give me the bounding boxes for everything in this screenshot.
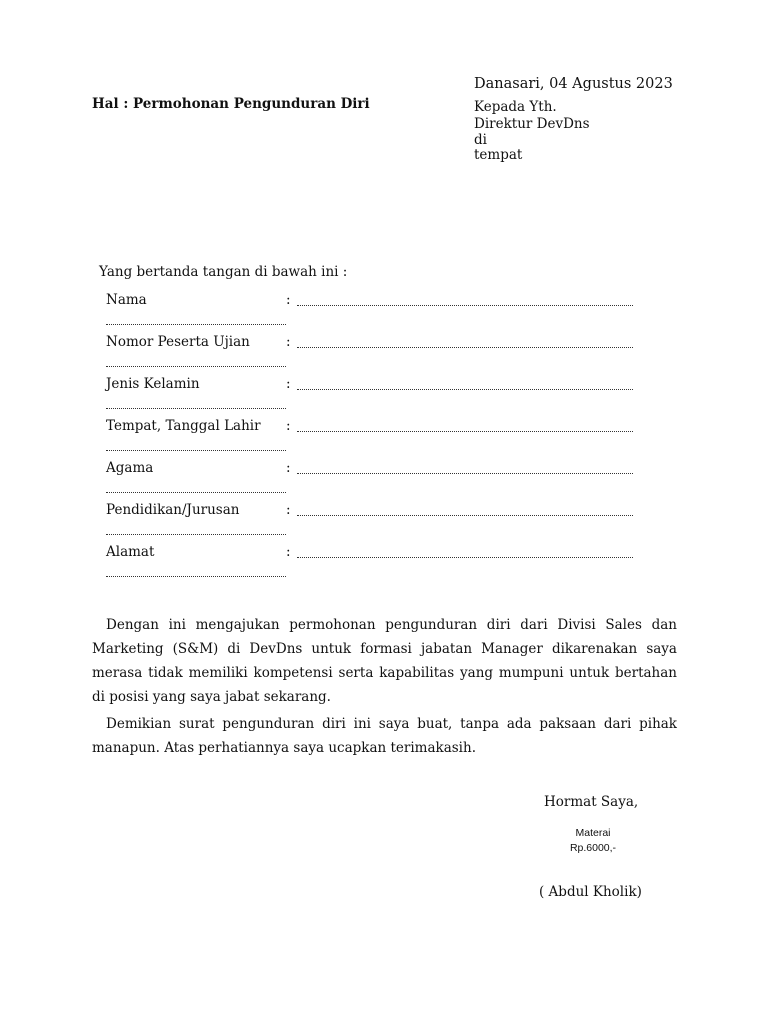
- fill-line-nomor-peserta: [297, 347, 633, 348]
- field-label-nama: Nama: [106, 292, 147, 308]
- body-paragraph-2: Demikian surat pengunduran diri ini saya buat, tanpa ada paksaan dari pihak manapun. Atas perhatiannya saya ucapkan terimakasih.: [92, 716, 677, 756]
- fill-line-agama: [297, 473, 633, 474]
- body-paragraph-1: Dengan ini mengajukan permohonan pengunduran diri dari Divisi Sales dan Marketing (S&M) di DevDns untuk formasi jabatan Manager dikarenakan saya merasa tidak memiliki kompetensi serta kapabilitas yang mumpuni untuk bertahan di posisi yang saya jabat sekarang.: [92, 617, 677, 705]
- stamp-value: Rp.6000,-: [569, 842, 617, 854]
- fill-line-alamat-continued: [106, 576, 286, 577]
- field-colon: :: [286, 460, 291, 476]
- field-colon: :: [286, 334, 291, 350]
- fill-line-pendidikan-continued: [106, 534, 286, 535]
- field-label-ttl: Tempat, Tanggal Lahir: [106, 418, 261, 434]
- field-label-alamat: Alamat: [106, 544, 155, 560]
- fill-line-ttl-continued: [106, 450, 286, 451]
- stamp-label: Materai: [575, 827, 611, 839]
- recipient-line-4: tempat: [474, 147, 523, 163]
- recipient-line-2: Direktur DevDns: [474, 116, 590, 132]
- field-colon: :: [286, 376, 291, 392]
- letter-subject: Hal : Permohonan Pengunduran Diri: [92, 96, 370, 112]
- fill-line-jenis-kelamin-continued: [106, 408, 286, 409]
- field-label-pendidikan: Pendidikan/Jurusan: [106, 502, 240, 518]
- fill-line-agama-continued: [106, 492, 286, 493]
- fill-line-nama-continued: [106, 324, 286, 325]
- field-colon: :: [286, 502, 291, 518]
- intro-text: Yang bertanda tangan di bawah ini :: [99, 264, 348, 280]
- fill-line-pendidikan: [297, 515, 633, 516]
- field-label-jenis-kelamin: Jenis Kelamin: [106, 376, 200, 392]
- fill-line-nama: [297, 305, 633, 306]
- closing-salutation: Hormat Saya,: [544, 794, 639, 810]
- fill-line-jenis-kelamin: [297, 389, 633, 390]
- letter-date: Danasari, 04 Agustus 2023: [474, 76, 673, 92]
- field-colon: :: [286, 292, 291, 308]
- field-colon: :: [286, 418, 291, 434]
- field-label-agama: Agama: [106, 460, 154, 476]
- fill-line-ttl: [297, 431, 633, 432]
- materai-stamp-placeholder: [555, 826, 631, 856]
- field-label-nomor-peserta: Nomor Peserta Ujian: [106, 334, 250, 350]
- field-colon: :: [286, 544, 291, 560]
- recipient-line-3: di: [474, 132, 487, 148]
- fill-line-alamat: [297, 557, 633, 558]
- fill-line-nomor-peserta-continued: [106, 366, 286, 367]
- recipient-line-1: Kepada Yth.: [474, 99, 557, 115]
- signer-name: ( Abdul Kholik): [539, 884, 642, 900]
